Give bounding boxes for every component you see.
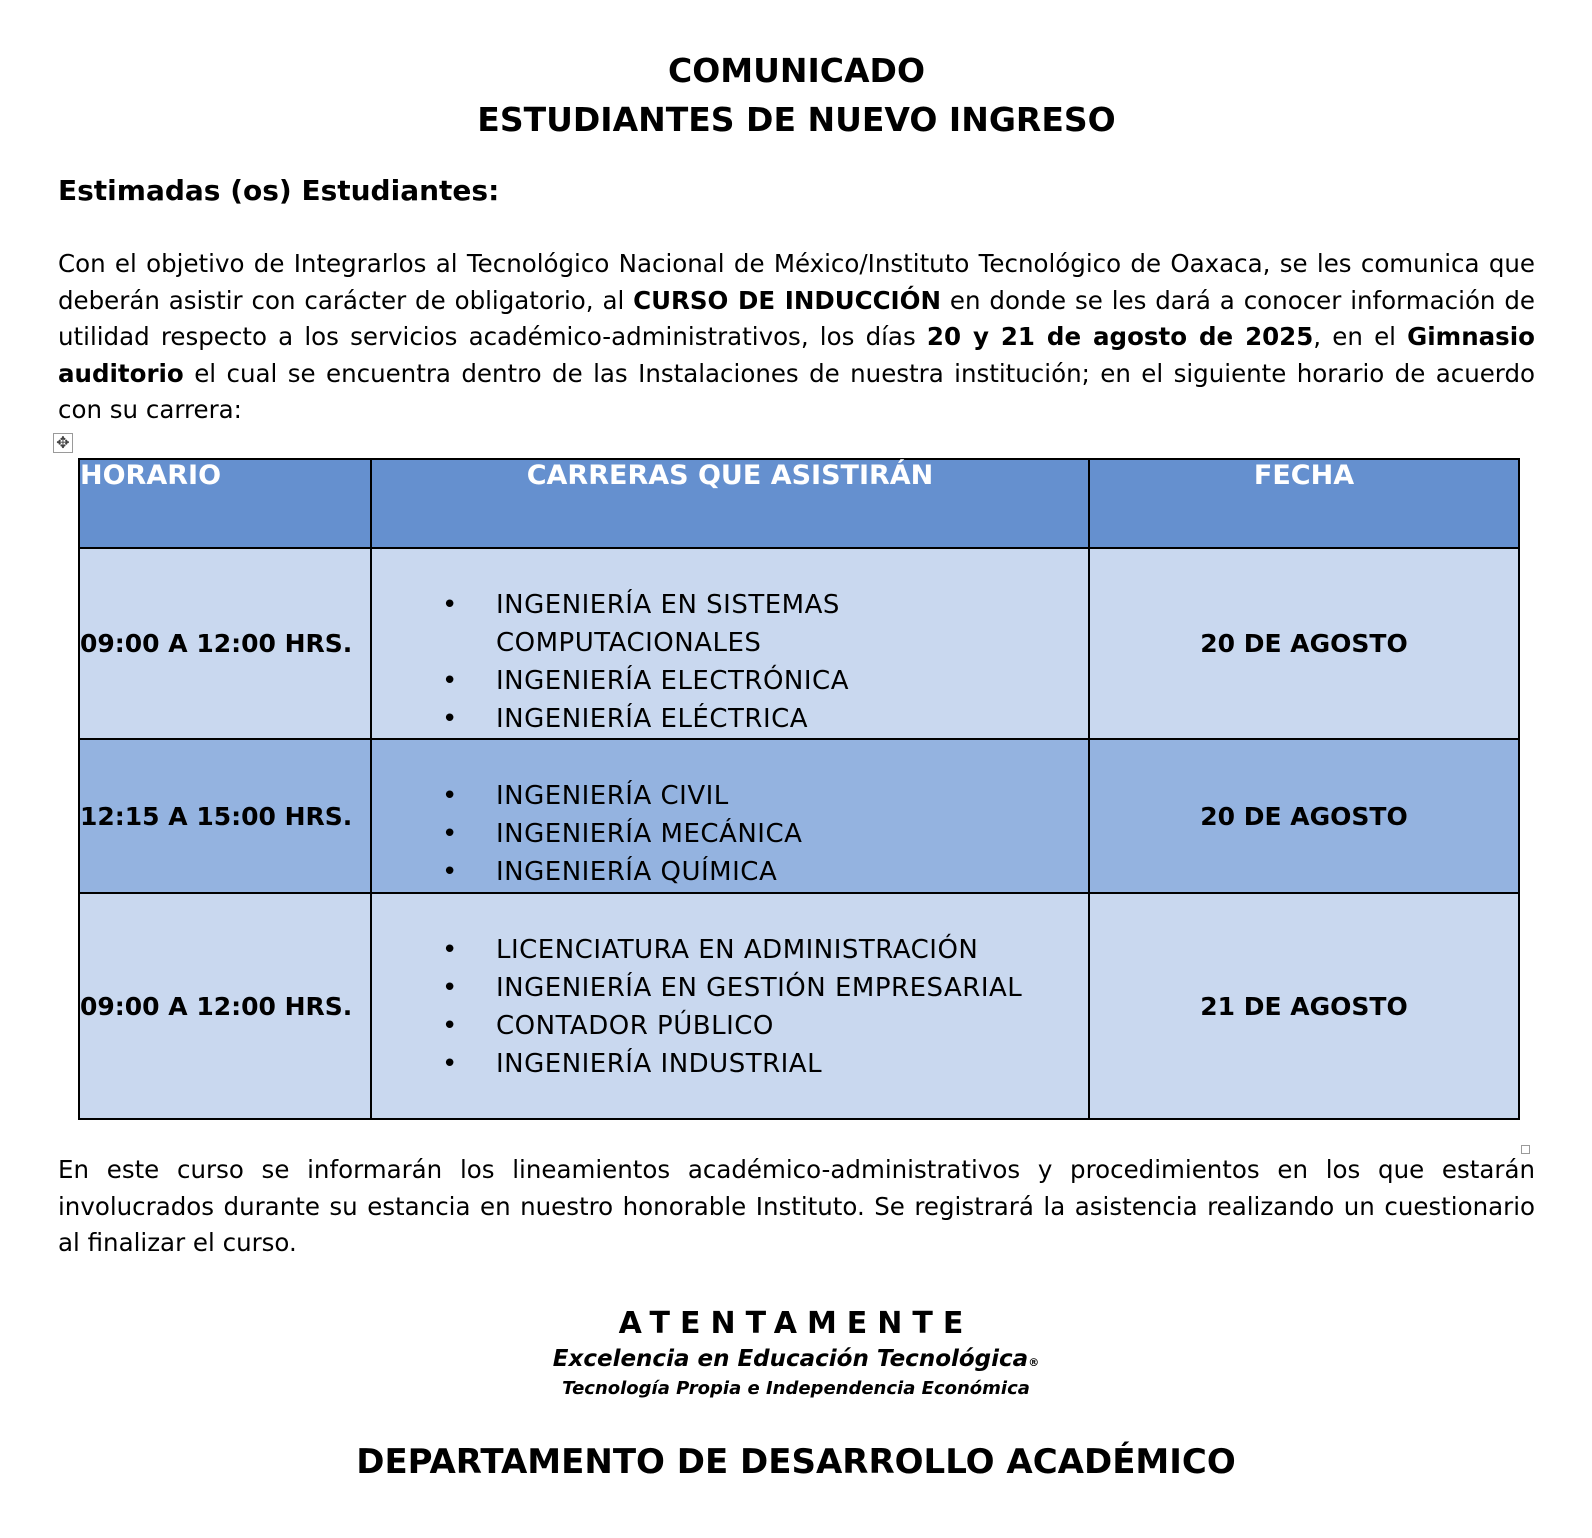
list-item	[372, 700, 1088, 738]
intro-venue: Gimnasio auditorio	[58, 322, 1535, 388]
list-item	[372, 662, 1088, 700]
list-item	[372, 853, 1088, 891]
career-name: INGENIERÍA QUÍMICA	[496, 857, 778, 887]
intro-text-4: el cual se encuentra dentro de las Instalaciones de nuestra institución; en el siguiente horario de acuerdo con su carrera:	[58, 358, 1535, 424]
bullet-icon: •	[442, 590, 458, 620]
career-name: INGENIERÍA EN GESTIÓN EMPRESARIAL	[496, 973, 1023, 1003]
list-item	[372, 1045, 1088, 1083]
registered-mark-icon: ®	[1028, 1356, 1040, 1369]
career-name: INGENIERÍA CIVIL	[496, 781, 729, 811]
row-careers	[371, 739, 1089, 893]
list-item	[372, 777, 1088, 815]
career-list	[372, 931, 1088, 1083]
greeting: Estimadas (os) Estudiantes:	[58, 174, 500, 207]
row-date: 20 DE AGOSTO	[1089, 548, 1519, 739]
signature-motto	[0, 1346, 1592, 1372]
schedule-table	[78, 458, 1520, 1120]
list-item	[372, 1007, 1088, 1045]
row-date: 20 DE AGOSTO	[1089, 739, 1519, 893]
list-item	[372, 969, 1088, 1007]
signature-salutation: ATENTAMENTE	[618, 1306, 974, 1341]
table-move-handle-icon[interactable]: ✥	[53, 433, 73, 453]
career-name: INGENIERÍA ELECTRÓNICA	[496, 666, 849, 696]
intro-text-1: Con el objetivo de Integrarlos al Tecnológico Nacional de México/Instituto Tecnológico de Oaxaca, se les comunica que deberán asistir con carácter de obligatorio, al	[58, 249, 1535, 315]
signature-motto-secondary: Tecnología Propia e Independencia Económica	[562, 1378, 1030, 1399]
intro-text-3: , en el	[1313, 322, 1408, 351]
bullet-icon: •	[442, 1011, 458, 1041]
list-item	[372, 586, 1088, 662]
table-row	[79, 893, 1519, 1119]
career-list	[372, 777, 1088, 891]
intro-dates: 20 y 21 de agosto de 2025	[926, 322, 1314, 351]
bullet-icon: •	[442, 1049, 458, 1079]
motto-text: Excelencia en Educación Tecnológica	[552, 1346, 1029, 1372]
row-time: 09:00 A 12:00 HRS.	[79, 893, 371, 1119]
table-row	[79, 548, 1519, 739]
career-name: INGENIERÍA EN SISTEMAS COMPUTACIONALES	[496, 590, 840, 658]
row-time: 09:00 A 12:00 HRS.	[79, 548, 371, 739]
row-time: 12:15 A 15:00 HRS.	[79, 739, 371, 893]
career-name: INGENIERÍA INDUSTRIAL	[496, 1049, 823, 1079]
page-subtitle: ESTUDIANTES DE NUEVO INGRESO	[477, 100, 1116, 139]
intro-course-name: CURSO DE INDUCCIÓN	[633, 285, 941, 315]
row-careers	[371, 548, 1089, 739]
row-careers	[371, 893, 1089, 1119]
closing-paragraph: En este curso se informarán los lineamientos académico-administrativos y procedimientos en los que estarán involucrados durante su estancia en nuestro honorable Instituto. Se registrará la asistencia realizando un cuestionario al finalizar el curso.	[58, 1155, 1535, 1257]
career-name: CONTADOR PÚBLICO	[496, 1011, 774, 1041]
intro-text-2: en donde se les dará a conocer información de utilidad respecto a los servicios académico-administrativos, los días	[58, 285, 1535, 351]
header-carreras: CARRERAS QUE ASISTIRÁN	[371, 459, 1089, 548]
career-list	[372, 586, 1088, 738]
page-title: COMUNICADO	[667, 51, 925, 90]
career-name: INGENIERÍA MECÁNICA	[496, 819, 803, 849]
bullet-icon: •	[442, 781, 458, 811]
table-resize-handle[interactable]	[1521, 1145, 1530, 1154]
bullet-icon: •	[442, 973, 458, 1003]
header-fecha: FECHA	[1089, 459, 1519, 548]
row-date: 21 DE AGOSTO	[1089, 893, 1519, 1119]
career-name: LICENCIATURA EN ADMINISTRACIÓN	[496, 935, 979, 965]
career-name: INGENIERÍA ELÉCTRICA	[496, 704, 809, 734]
table-row	[79, 739, 1519, 893]
bullet-icon: •	[442, 704, 458, 734]
intro-paragraph	[58, 246, 1535, 429]
list-item	[372, 815, 1088, 853]
department-name: DEPARTAMENTO DE DESARROLLO ACADÉMICO	[356, 1442, 1236, 1482]
list-item	[372, 931, 1088, 969]
bullet-icon: •	[442, 857, 458, 887]
table-header-row	[79, 459, 1519, 548]
bullet-icon: •	[442, 666, 458, 696]
bullet-icon: •	[442, 935, 458, 965]
bullet-icon: •	[442, 819, 458, 849]
header-horario: HORARIO	[79, 459, 371, 548]
